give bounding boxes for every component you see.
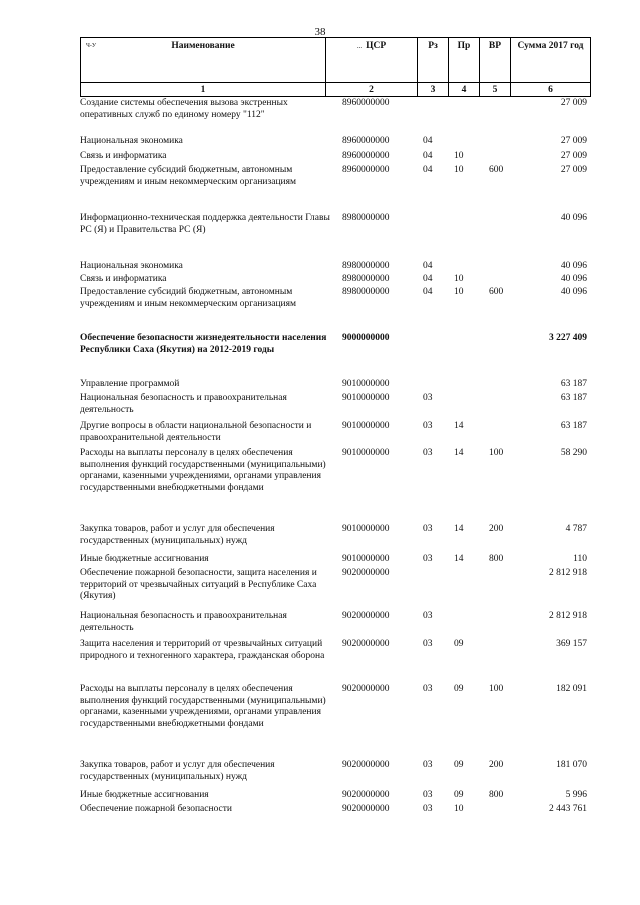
row-rz: 03: [423, 448, 433, 458]
row-csr: 9020000000: [342, 790, 390, 800]
row-csr: 9000000000: [342, 333, 390, 343]
page-number: 38: [314, 26, 326, 38]
row-pr: 09: [454, 639, 464, 649]
row-name: Расходы на выплаты персоналу в целях обеспечения выполнения функций государственными (муниципальными) органами, казенными учреждениями, органами управления государственными внебюджетными фондами: [80, 448, 326, 493]
table-row: [80, 554, 590, 568]
header-csr-label: ЦСР: [366, 41, 387, 51]
header-dots: ...: [356, 42, 363, 50]
table-row: [80, 421, 590, 448]
header-sum: Сумма 2017 год: [511, 38, 591, 83]
row-name: Обеспечение пожарной безопасности, защита населения и территорий от чрезвычайных ситуаций в Республике Саха (Якутия): [80, 568, 317, 601]
table-row: [80, 804, 590, 818]
row-sum: 181 070: [556, 760, 587, 770]
header-num-3: 3: [418, 83, 449, 97]
row-csr: 9010000000: [342, 554, 390, 564]
table-row: [80, 287, 590, 333]
row-rz: 04: [423, 136, 433, 146]
row-csr: 9020000000: [342, 804, 390, 814]
table-row: [80, 261, 590, 274]
row-rz: 03: [423, 684, 433, 694]
row-csr: 8980000000: [342, 274, 390, 284]
row-csr: 9020000000: [342, 611, 390, 621]
row-pr: 10: [454, 274, 464, 284]
table-row: [80, 448, 590, 524]
row-name: Другие вопросы в области национальной безопасности и правоохранительной деятельности: [80, 421, 312, 443]
table-row: [80, 568, 590, 611]
table-row: [80, 760, 590, 790]
row-rz: 04: [423, 274, 433, 284]
row-vr: 800: [489, 554, 504, 564]
header-name: [81, 38, 326, 83]
table-row: [80, 524, 590, 554]
row-pr: 10: [454, 151, 464, 161]
row-sum: 110: [573, 554, 587, 564]
row-sum: 40 096: [560, 274, 587, 284]
row-vr: 600: [489, 287, 504, 297]
row-pr: 09: [454, 760, 464, 770]
row-name: Закупка товаров, работ и услуг для обеспечения государственных (муниципальных) нужд: [80, 524, 275, 546]
row-csr: 8960000000: [342, 98, 390, 108]
row-pr: 14: [454, 421, 464, 431]
row-name: Управление программой: [80, 379, 180, 389]
row-rz: 03: [423, 524, 433, 534]
table-header: [80, 37, 591, 97]
row-name: Обеспечение безопасности жизнедеятельности населения Республики Саха (Якутия) на 2012-2019 годы: [80, 333, 327, 355]
row-sum: 27 009: [560, 151, 587, 161]
header-vr: ВР: [480, 38, 511, 83]
row-name: Создание системы обеспечения вызова экстренных оперативных служб по единому номеру "112": [80, 98, 288, 120]
row-name: Предоставление субсидий бюджетным, автономным учреждениям и иным некоммерческим организациям: [80, 287, 297, 309]
row-sum: 63 187: [560, 379, 587, 389]
row-rz: 04: [423, 151, 433, 161]
row-sum: 3 227 409: [549, 333, 587, 343]
row-name: Связь и информатика: [80, 151, 167, 161]
row-pr: 14: [454, 524, 464, 534]
row-pr: 14: [454, 448, 464, 458]
row-name: Защита населения и территорий от чрезвычайных ситуаций природного и техногенного характера, гражданская оборона: [80, 639, 325, 661]
row-sum: 63 187: [560, 421, 587, 431]
header-rz: Рз: [418, 38, 449, 83]
row-name: Иные бюджетные ассигнования: [80, 554, 209, 564]
row-sum: 5 996: [565, 790, 587, 800]
table-row: [80, 98, 590, 136]
row-pr: 14: [454, 554, 464, 564]
row-rz: 03: [423, 554, 433, 564]
table-row: [80, 379, 590, 393]
row-csr: 9020000000: [342, 639, 390, 649]
row-sum: 27 009: [560, 98, 587, 108]
table-row: [80, 684, 590, 760]
header-titles-row: [81, 38, 591, 83]
row-rz: 03: [423, 804, 433, 814]
table-body: [80, 98, 590, 818]
row-name: Национальная экономика: [80, 261, 183, 271]
row-pr: 09: [454, 684, 464, 694]
table-row: [80, 213, 590, 261]
row-csr: 8980000000: [342, 287, 390, 297]
table-row: [80, 790, 590, 804]
header-num-2: 2: [326, 83, 418, 97]
row-name: Национальная безопасность и правоохранительная деятельность: [80, 393, 287, 415]
row-sum: 40 096: [560, 213, 587, 223]
row-sum: 182 091: [556, 684, 587, 694]
table-row: [80, 165, 590, 213]
row-rz: 04: [423, 287, 433, 297]
row-rz: 04: [423, 165, 433, 175]
header-num-6: 6: [511, 83, 591, 97]
row-sum: 27 009: [560, 136, 587, 146]
row-rz: 03: [423, 611, 433, 621]
row-csr: 8980000000: [342, 213, 390, 223]
table-row: [80, 274, 590, 287]
row-name: Предоставление субсидий бюджетным, автономным учреждениям и иным некоммерческим организациям: [80, 165, 297, 187]
row-rz: 03: [423, 790, 433, 800]
row-name: Информационно-техническая поддержка деятельности Главы РС (Я) и Правительства РС (Я): [80, 213, 330, 235]
row-sum: 369 157: [556, 639, 587, 649]
row-sum: 40 096: [560, 261, 587, 271]
row-vr: 100: [489, 448, 504, 458]
row-sum: 63 187: [560, 393, 587, 403]
row-vr: 600: [489, 165, 504, 175]
table-row: [80, 136, 590, 151]
row-rz: 03: [423, 760, 433, 770]
row-pr: 09: [454, 790, 464, 800]
table-row: [80, 393, 590, 421]
header-num-1: 1: [81, 83, 326, 97]
header-csr: [326, 38, 418, 83]
row-pr: 10: [454, 287, 464, 297]
row-csr: 8960000000: [342, 151, 390, 161]
row-name: Иные бюджетные ассигнования: [80, 790, 209, 800]
row-sum: 40 096: [560, 287, 587, 297]
header-name-label: Наименование: [171, 41, 235, 51]
header-numbers-row: [81, 83, 591, 97]
row-csr: 9010000000: [342, 448, 390, 458]
table-row: [80, 151, 590, 165]
row-csr: 9010000000: [342, 421, 390, 431]
row-name: Национальная безопасность и правоохранительная деятельность: [80, 611, 287, 633]
header-pr: Пр: [449, 38, 480, 83]
row-vr: 800: [489, 790, 504, 800]
row-name: Национальная экономика: [80, 136, 183, 146]
row-sum: 2 443 761: [549, 804, 587, 814]
row-name: Закупка товаров, работ и услуг для обеспечения государственных (муниципальных) нужд: [80, 760, 275, 782]
row-rz: 03: [423, 639, 433, 649]
row-rz: 03: [423, 421, 433, 431]
row-rz: 03: [423, 393, 433, 403]
table-row: [80, 333, 590, 379]
header-num-5: 5: [480, 83, 511, 97]
row-sum: 2 812 918: [549, 568, 587, 578]
row-csr: 9020000000: [342, 760, 390, 770]
row-csr: 9020000000: [342, 568, 390, 578]
row-csr: 8980000000: [342, 261, 390, 271]
row-name: Связь и информатика: [80, 274, 167, 284]
row-pr: 10: [454, 804, 464, 814]
row-sum: 4 787: [565, 524, 587, 534]
row-sum: 2 812 918: [549, 611, 587, 621]
row-vr: 200: [489, 760, 504, 770]
row-sum: 58 290: [560, 448, 587, 458]
row-name: Расходы на выплаты персоналу в целях обеспечения выполнения функций государственными (муниципальными) органами, казенными учреждениями, органами управления государственными внебюджетными фондами: [80, 684, 326, 729]
row-csr: 9010000000: [342, 393, 390, 403]
row-vr: 100: [489, 684, 504, 694]
row-csr: 9010000000: [342, 524, 390, 534]
header-corner-mark: Ч-У: [86, 43, 97, 49]
table-row: [80, 611, 590, 639]
row-csr: 8960000000: [342, 136, 390, 146]
table-row: [80, 639, 590, 684]
row-csr: 9010000000: [342, 379, 390, 389]
row-name: Обеспечение пожарной безопасности: [80, 804, 233, 814]
row-rz: 04: [423, 261, 433, 271]
row-csr: 9020000000: [342, 684, 390, 694]
row-pr: 10: [454, 165, 464, 175]
header-num-4: 4: [449, 83, 480, 97]
row-sum: 27 009: [560, 165, 587, 175]
row-vr: 200: [489, 524, 504, 534]
row-csr: 8960000000: [342, 165, 390, 175]
